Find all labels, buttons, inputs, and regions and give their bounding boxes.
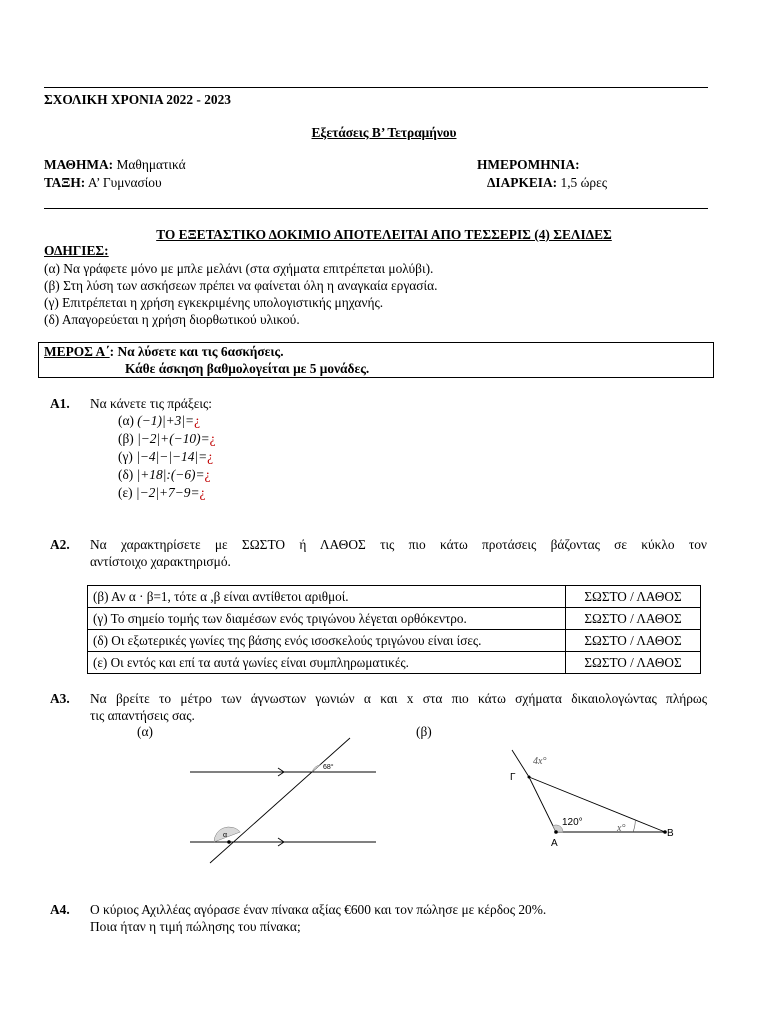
date-label: ΗΜΕΡΟΜΗΝΙΑ:: [477, 157, 580, 172]
answer-cell[interactable]: ΣΩΣΤΟ / ΛΑΘΟΣ: [566, 608, 701, 630]
a1-item: (γ) |−4|−|−14|=¿: [118, 449, 214, 464]
figure-a-unknown-angle: α: [223, 832, 228, 839]
statement-cell: (δ) Οι εξωτερικές γωνίες της βάσης ενός ισοσκελούς τριγώνου είναι ίσες.: [88, 630, 566, 652]
instruction-item: (α) Να γράφετε μόνο με μπλε μελάνι (στα σχήματα επιτρέπεται μολύβι).: [44, 261, 434, 276]
true-false-table: [87, 585, 701, 674]
instruction-item: (δ) Απαγορεύεται η χρήση διορθωτικού υλικού.: [44, 312, 300, 327]
subject-line: ΜΑΘΗΜΑ: Μαθηματικά: [44, 157, 186, 172]
figure-b-vertex-right: Β: [667, 828, 674, 839]
instruction-item: (β) Στη λύση των ασκήσεων πρέπει να φαίνεται όλη η αναγκαία εργασία.: [44, 278, 438, 293]
figure-a-parallel-lines: [180, 735, 390, 865]
a1-item: (δ) |+18|:(−6)=¿: [118, 467, 211, 482]
exam-title: Εξετάσεις Β’ Τετραμήνου: [311, 125, 457, 140]
a3-prompt-line2: τις απαντήσεις σας.: [90, 708, 195, 723]
statement-cell: (γ) Το σημείο τομής των διαμέσων ενός τριγώνου λέγεται ορθόκεντρο.: [88, 608, 566, 630]
a2-prompt-line1: Να χαρακτηρίσετε με ΣΩΣΤΟ ή ΛΑΘΟΣ τις πιο κάτω προτάσεις βάζοντας σε κύκλο τον: [90, 537, 707, 552]
answer-cell[interactable]: ΣΩΣΤΟ / ΛΑΘΟΣ: [566, 630, 701, 652]
figure-a-given-angle: 68°: [323, 764, 334, 771]
statement-cell: (β) Αν α · β=1, τότε α ,β είναι αντίθετοι αριθμοί.: [88, 586, 566, 608]
school-year: ΣΧΟΛΙΚΗ ΧΡΟΝΙΑ 2022 - 2023: [44, 92, 231, 107]
a1-item: (ε) |−2|+7−9=¿: [118, 485, 206, 500]
header-rule: [44, 208, 708, 209]
instruction-item: (γ) Επιτρέπεται η χρήση εγκεκριμένης υπολογιστικής μηχανής.: [44, 295, 384, 310]
figure-a-label: (α): [137, 724, 153, 739]
answer-cell[interactable]: ΣΩΣΤΟ / ΛΑΘΟΣ: [566, 586, 701, 608]
answer-cell[interactable]: ΣΩΣΤΟ / ΛΑΘΟΣ: [566, 652, 701, 674]
a4-prompt-line1: Ο κύριος Αχιλλέας αγόρασε έναν πίνακα αξίας €600 και τον πώλησε με κέρδος 20%.: [90, 902, 547, 917]
a1-number: Α1.: [50, 396, 70, 411]
a4-number: Α4.: [50, 902, 70, 917]
instructions-title: ΟΔΗΓΙΕΣ:: [44, 243, 109, 258]
a4-prompt-line2: Ποια ήταν η τιμή πώλησης του πίνακα;: [90, 919, 301, 934]
table-row: [88, 608, 701, 630]
figure-b-vertex-left: Α: [551, 838, 558, 849]
a3-prompt-line1: Να βρείτε το μέτρο των άγνωστων γωνιών α και x στα πιο κάτω σχήματα δικαιολογώντας πλήρως: [90, 691, 707, 706]
figure-b-triangle: [500, 740, 690, 860]
figure-b-angle-a: 120°: [562, 817, 583, 828]
figure-b-ext-angle: 4x°: [533, 756, 547, 767]
figure-b-label: (β): [416, 724, 432, 739]
figure-b-vertex-top: Γ: [510, 772, 516, 783]
duration-line: ΔΙΑΡΚΕΙΑ: 1,5 ώρες: [487, 175, 608, 190]
top-rule: [44, 87, 708, 88]
section-a-line2: Κάθε άσκηση βαθμολογείται με 5 μονάδες.: [125, 361, 370, 376]
table-row: [88, 630, 701, 652]
figure-b-angle-b: x°: [617, 823, 626, 834]
a3-number: Α3.: [50, 691, 70, 706]
class-line: ΤΑΞΗ: Α’ Γυμνασίου: [44, 175, 162, 190]
a2-number: Α2.: [50, 537, 70, 552]
section-a-line1: ΜΕΡΟΣ Α΄: Να λύσετε και τις 6ασκήσεις.: [44, 344, 284, 359]
statement-cell: (ε) Οι εντός και επί τα αυτά γωνίες είναι συμπληρωματικές.: [88, 652, 566, 674]
pages-notice: ΤΟ ΕΞΕΤΑΣΤΙΚΟ ΔΟΚΙΜΙΟ ΑΠΟΤΕΛΕΙΤΑΙ ΑΠΟ ΤΕΣΣΕΡΙΣ (4) ΣΕΛΙΔΕΣ: [156, 227, 612, 242]
a1-item: (β) |−2|+(−10)=¿: [118, 431, 216, 446]
a1-prompt: Να κάνετε τις πράξεις:: [90, 396, 213, 411]
table-row: [88, 586, 701, 608]
table-row: [88, 652, 701, 674]
a2-prompt-line2: αντίστοιχο χαρακτηρισμό.: [90, 554, 231, 569]
a1-item: (α) (−1)|+3|=¿: [118, 413, 201, 428]
